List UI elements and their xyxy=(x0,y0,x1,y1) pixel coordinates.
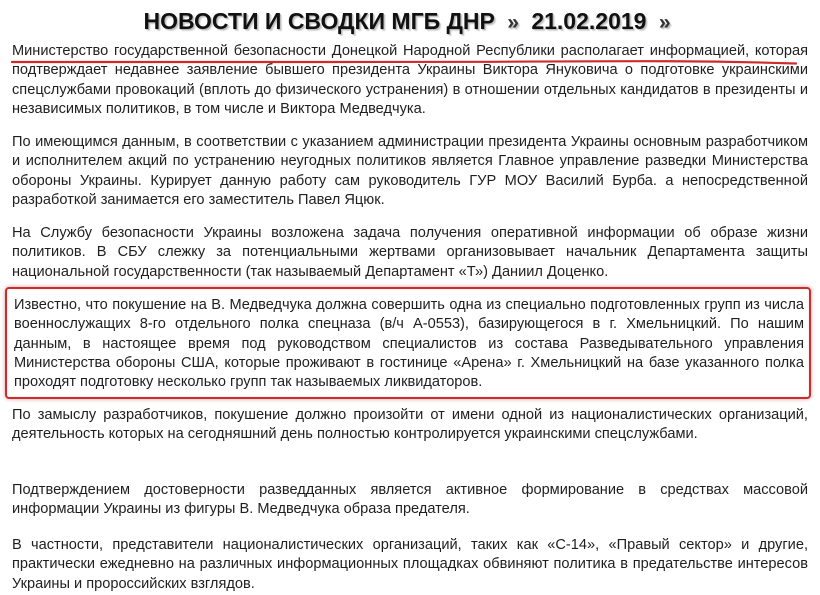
article-paragraph: По замыслу разработчиков, покушение должно произойти от имени одной из националистических организаций, деятельность которых на сегодняшний день полностью контролируется украинскими спецслужбами. xyxy=(12,407,808,443)
title-date: 21.02.2019 xyxy=(531,8,647,34)
article-paragraph: Министерство государственной безопасности Донецкой Народной Республики располагает информацией, которая подтверждает недавнее заявление бывшего президента Украины Виктора Януковича о подготовке украинскими спецслужбами провокаций (вплоть до физического устранения) в отношении отдельных кандидатов в президенты и независимых политиков, в том числе и Виктора Медведчука. xyxy=(12,43,808,117)
breadcrumb-separator: » xyxy=(658,11,671,34)
article-paragraph: На Службу безопасности Украины возложена задача получения оперативной информации об образе жизни политиков. В СБУ слежку за потенциальными жертвами организовывает начальник Департамента защиты национальной государственности (так называемый Департамент «Т») Даниил Доценко. xyxy=(12,225,808,280)
page-title xyxy=(0,4,820,40)
breadcrumb-separator: » xyxy=(507,11,519,34)
title-text: НОВОСТИ И СВОДКИ МГБ ДНР xyxy=(143,8,495,34)
article-paragraph-highlighted: Известно, что покушение на В. Медведчука должна совершить одна из специально подготовленных групп из числа военнослужащих 8-го отдельного полка спецназа (в/ч А-0553), базирующегося в г. Хмельницкий. По нашим данным, в настоящее время под руководством специалистов из состава Разведывательного управления Министерства обороны США, которые проживают в гостинице «Арена» г. Хмельницкий на базе указанного полка проходят подготовку несколько групп так называемых ликвидаторов. xyxy=(14,297,804,391)
article-paragraph: Подтверждением достоверности разведданных является активное формирование в средствах массовой информации Украины из фигуры В. Медведчука образа предателя. xyxy=(12,482,808,518)
article-paragraph: В частности, представители националистических организаций, таких как «С-14», «Правый сектор» и другие, практически ежедневно на различных информационных площадках обвиняют политика в предательстве интересов Украины и пророссийских взглядов. xyxy=(12,537,808,592)
article-paragraph: По имеющимся данным, в соответствии с указанием администрации президента Украины основным разработчиком и исполнителем акций по устранению неугодных политиков является Главное управление разведки Министерства обороны Украины. Курирует данную работу сам руководитель ГУР МОУ Василий Бурба. а непосредственной разработкой занимается его заместитель Павел Яцюк. xyxy=(12,134,808,208)
